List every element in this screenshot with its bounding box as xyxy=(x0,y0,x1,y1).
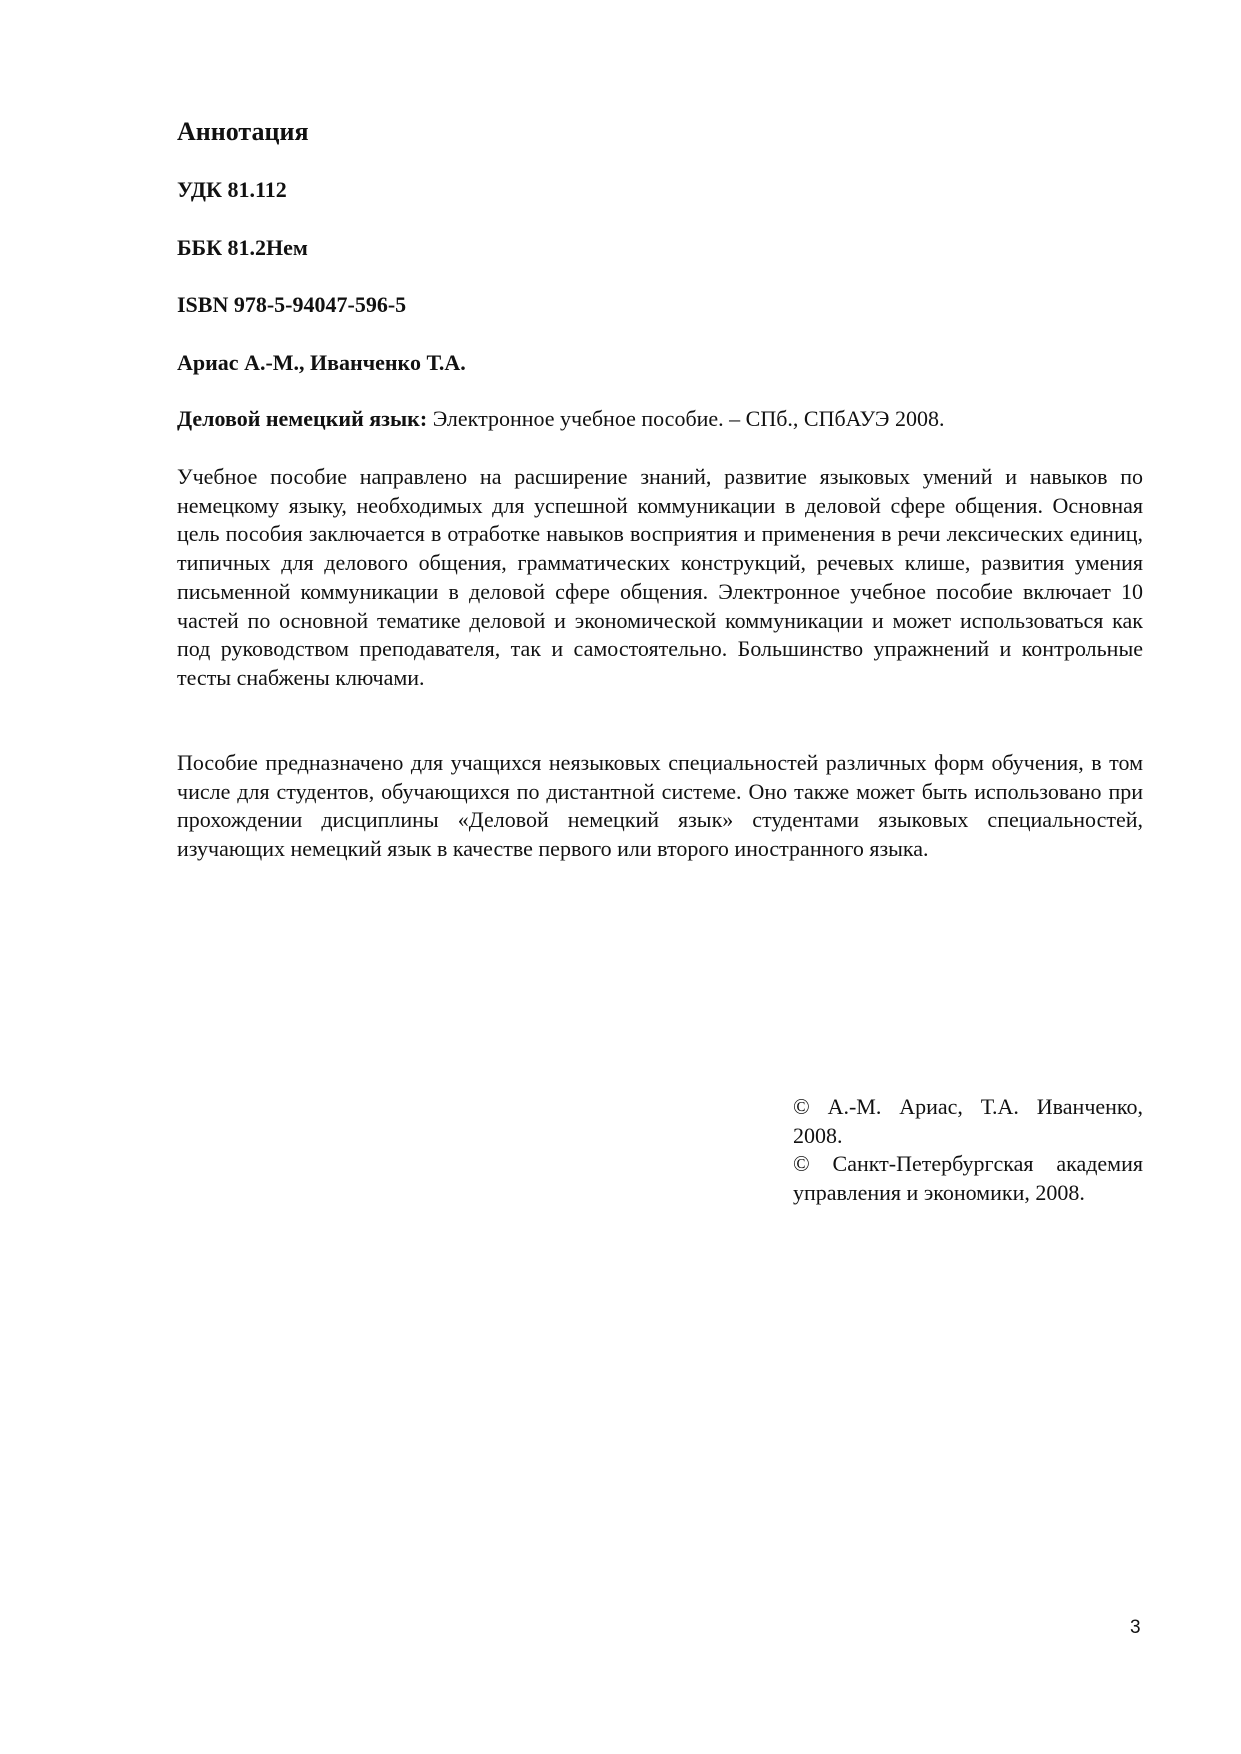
authors-line: Ариас А.-М., Иванченко Т.А. xyxy=(177,350,466,375)
copyright-authors: © А.-М. Ариас, Т.А. Иванченко, 2008. xyxy=(793,1094,1143,1148)
bibliographic-reference xyxy=(177,406,944,432)
copyright-academy: © Санкт-Петербургская академия управления и экономики, 2008. xyxy=(793,1151,1143,1206)
annotation-paragraph-2: Пособие предназначено для учащихся неязыковых специальностей различных форм обучения, в том числе для студентов, обучающихся по дистантной системе. Оно также может быть использовано при прохождении дисциплины «Деловой немецкий язык» студентами языковых специальностей, изучающих немецкий язык в качестве первого или второго иностранного языка. xyxy=(177,750,1143,862)
page-number: 3 xyxy=(1130,1617,1141,1638)
bbk-code: ББК 81.2Нем xyxy=(177,235,308,260)
reference-description: Электронное учебное пособие. – СПб., СПбАУЭ 2008. xyxy=(427,406,945,431)
copyright-block xyxy=(793,1093,1143,1208)
isbn-code: ISBN 978-5-94047-596-5 xyxy=(177,292,407,317)
reference-title: Деловой немецкий язык: xyxy=(177,406,428,431)
annotation-title: Аннотация xyxy=(177,117,309,146)
udk-code: УДК 81.112 xyxy=(177,177,287,202)
annotation-paragraph-1: Учебное пособие направлено на расширение знаний, развитие языковых умений и навыков по немецкому языку, необходимых для успешной коммуникации в деловой сфере общения. Основная цель пособия заключается в отработке навыков восприятия и применения в речи лексических единиц, типичных для делового общения, грамматических конструкций, речевых клише, развития умения письменной коммуникации в деловой сфере общения. Электронное учебное пособие включает 10 частей по основной тематике деловой и экономической коммуникации и может использоваться как под руководством преподавателя, так и самостоятельно. Большинство упражнений и контрольные тесты снабжены ключами. xyxy=(177,464,1143,690)
